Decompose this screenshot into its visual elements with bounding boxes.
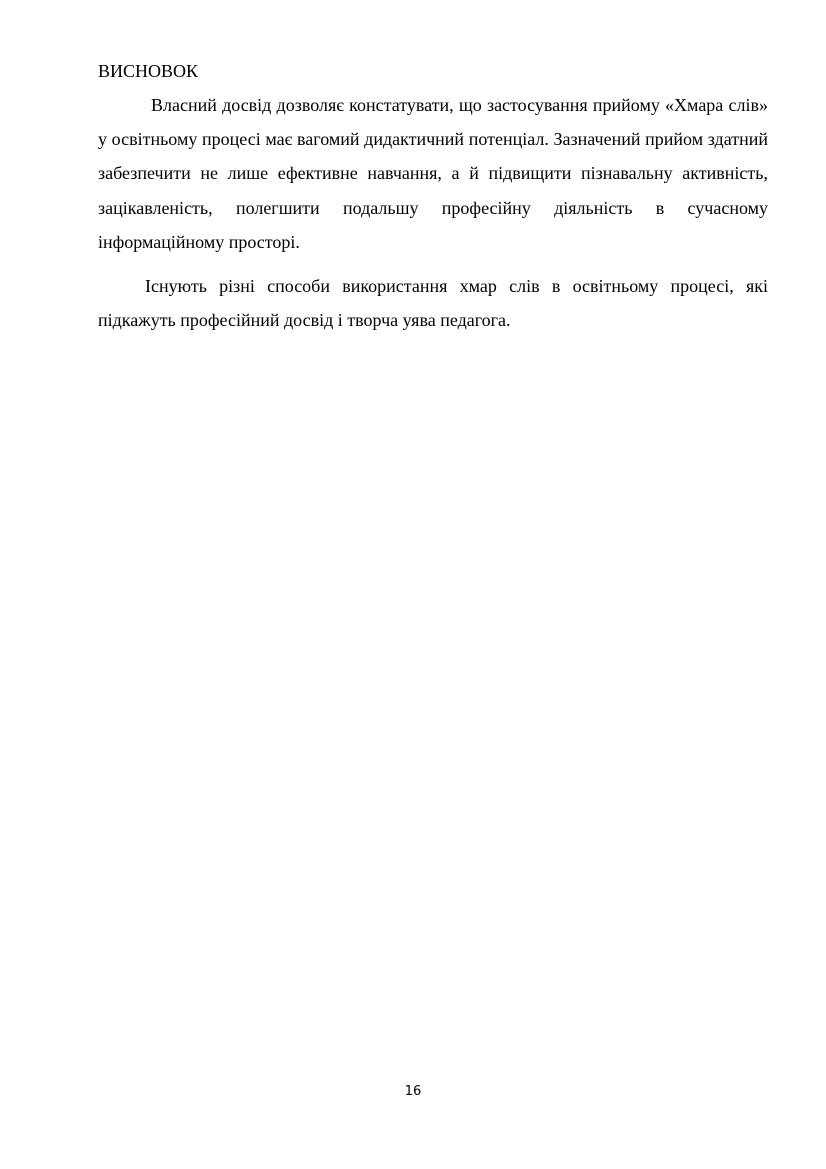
paragraph-2: Існують різні способи використання хмар слів в освітньому процесі, які підкажуть професійний досвід і творча уява педагога. [98,276,768,331]
paragraph-1: Власний досвід дозволяє констатувати, що застосування прийому «Хмара слів» у освітньому процесі має вагомий дидактичний потенціал. Зазначений прийом здатний забезпечити не лише ефективне навчання, а й підвищити пізнавальну активність, зацікавленість, полегшити подальшу професійну діяльність в сучасному інформаційному просторі. [98,95,768,252]
page-number: 16 [404,1084,422,1099]
page-content [98,58,768,337]
section-heading: ВИСНОВОК [98,61,199,81]
